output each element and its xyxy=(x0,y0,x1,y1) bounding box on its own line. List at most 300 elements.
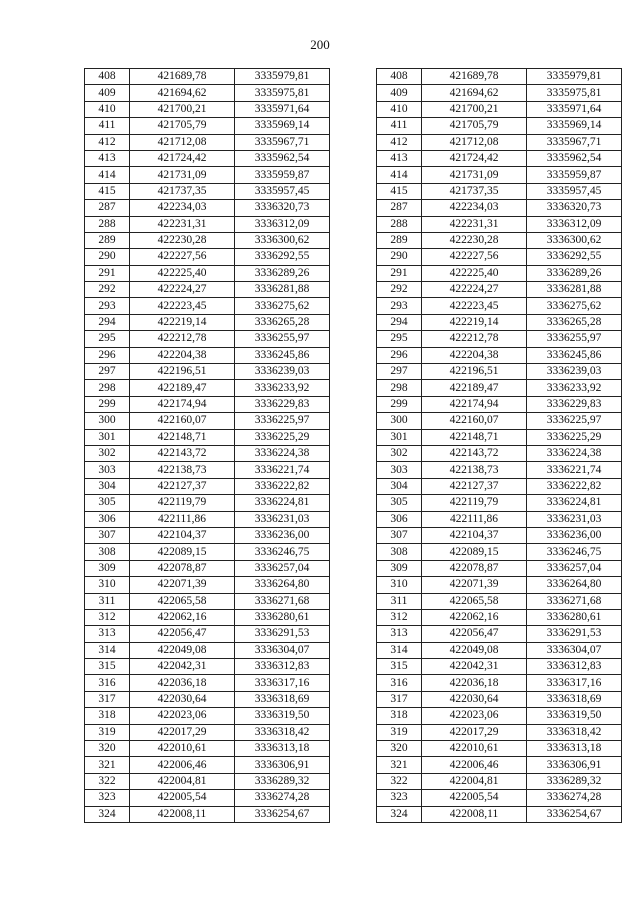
table-row xyxy=(377,134,622,150)
table-row xyxy=(85,806,330,822)
point-number-cell: 287 xyxy=(85,200,130,216)
y-coordinate-cell: 3335962,54 xyxy=(527,150,622,166)
x-coordinate-cell: 422008,11 xyxy=(130,806,235,822)
point-number-cell: 313 xyxy=(85,626,130,642)
x-coordinate-cell: 422212,78 xyxy=(130,331,235,347)
table-row xyxy=(85,675,330,691)
y-coordinate-cell: 3336245,86 xyxy=(527,347,622,363)
table-row xyxy=(85,232,330,248)
point-number-cell: 295 xyxy=(85,331,130,347)
x-coordinate-cell: 422111,86 xyxy=(130,511,235,527)
table-row xyxy=(85,478,330,494)
y-coordinate-cell: 3336274,28 xyxy=(235,790,330,806)
x-coordinate-cell: 422127,37 xyxy=(130,478,235,494)
x-coordinate-cell: 422089,15 xyxy=(422,544,527,560)
table-row xyxy=(377,118,622,134)
x-coordinate-cell: 422004,81 xyxy=(422,773,527,789)
x-coordinate-cell: 422196,51 xyxy=(422,364,527,380)
point-number-cell: 323 xyxy=(85,790,130,806)
point-number-cell: 292 xyxy=(85,282,130,298)
y-coordinate-cell: 3336264,80 xyxy=(235,577,330,593)
point-number-cell: 297 xyxy=(377,364,422,380)
coordinates-table-left-body xyxy=(85,69,330,823)
x-coordinate-cell: 422127,37 xyxy=(422,478,527,494)
y-coordinate-cell: 3336224,38 xyxy=(527,445,622,461)
table-row xyxy=(377,249,622,265)
x-coordinate-cell: 422225,40 xyxy=(130,265,235,281)
point-number-cell: 320 xyxy=(85,741,130,757)
y-coordinate-cell: 3335975,81 xyxy=(235,85,330,101)
x-coordinate-cell: 422036,18 xyxy=(422,675,527,691)
x-coordinate-cell: 422004,81 xyxy=(130,773,235,789)
point-number-cell: 293 xyxy=(377,298,422,314)
x-coordinate-cell: 422104,37 xyxy=(130,527,235,543)
y-coordinate-cell: 3336312,09 xyxy=(235,216,330,232)
x-coordinate-cell: 422227,56 xyxy=(422,249,527,265)
x-coordinate-cell: 422071,39 xyxy=(422,577,527,593)
y-coordinate-cell: 3335971,64 xyxy=(235,101,330,117)
point-number-cell: 410 xyxy=(377,101,422,117)
point-number-cell: 320 xyxy=(377,741,422,757)
x-coordinate-cell: 422049,08 xyxy=(130,642,235,658)
y-coordinate-cell: 3336254,67 xyxy=(235,806,330,822)
table-row xyxy=(85,298,330,314)
y-coordinate-cell: 3335969,14 xyxy=(527,118,622,134)
table-row xyxy=(377,200,622,216)
point-number-cell: 290 xyxy=(377,249,422,265)
x-coordinate-cell: 422111,86 xyxy=(422,511,527,527)
x-coordinate-cell: 422078,87 xyxy=(130,560,235,576)
point-number-cell: 324 xyxy=(85,806,130,822)
table-row xyxy=(85,642,330,658)
table-row xyxy=(377,806,622,822)
y-coordinate-cell: 3336281,88 xyxy=(235,282,330,298)
table-row xyxy=(85,708,330,724)
point-number-cell: 408 xyxy=(377,69,422,85)
x-coordinate-cell: 421705,79 xyxy=(422,118,527,134)
y-coordinate-cell: 3336319,50 xyxy=(235,708,330,724)
point-number-cell: 301 xyxy=(85,429,130,445)
y-coordinate-cell: 3336304,07 xyxy=(235,642,330,658)
table-row xyxy=(85,626,330,642)
point-number-cell: 300 xyxy=(85,413,130,429)
point-number-cell: 288 xyxy=(377,216,422,232)
table-row xyxy=(377,577,622,593)
x-coordinate-cell: 421731,09 xyxy=(130,167,235,183)
x-coordinate-cell: 422006,46 xyxy=(130,757,235,773)
x-coordinate-cell: 421737,35 xyxy=(422,183,527,199)
y-coordinate-cell: 3336231,03 xyxy=(235,511,330,527)
y-coordinate-cell: 3336300,62 xyxy=(527,232,622,248)
x-coordinate-cell: 421689,78 xyxy=(422,69,527,85)
y-coordinate-cell: 3336289,32 xyxy=(527,773,622,789)
point-number-cell: 303 xyxy=(85,462,130,478)
x-coordinate-cell: 422138,73 xyxy=(422,462,527,478)
y-coordinate-cell: 3336291,53 xyxy=(235,626,330,642)
y-coordinate-cell: 3335962,54 xyxy=(235,150,330,166)
table-row xyxy=(377,642,622,658)
point-number-cell: 309 xyxy=(377,560,422,576)
table-row xyxy=(377,724,622,740)
x-coordinate-cell: 422227,56 xyxy=(130,249,235,265)
x-coordinate-cell: 421700,21 xyxy=(422,101,527,117)
table-row xyxy=(377,298,622,314)
y-coordinate-cell: 3336300,62 xyxy=(235,232,330,248)
table-row xyxy=(85,101,330,117)
page-number: 200 xyxy=(310,37,330,52)
y-coordinate-cell: 3336320,73 xyxy=(527,200,622,216)
point-number-cell: 310 xyxy=(85,577,130,593)
y-coordinate-cell: 3336313,18 xyxy=(527,741,622,757)
table-row xyxy=(377,232,622,248)
point-number-cell: 413 xyxy=(377,150,422,166)
table-row xyxy=(377,429,622,445)
y-coordinate-cell: 3335957,45 xyxy=(527,183,622,199)
x-coordinate-cell: 422010,61 xyxy=(422,741,527,757)
y-coordinate-cell: 3336221,74 xyxy=(527,462,622,478)
point-number-cell: 296 xyxy=(377,347,422,363)
table-row xyxy=(377,708,622,724)
table-row xyxy=(377,347,622,363)
x-coordinate-cell: 422234,03 xyxy=(130,200,235,216)
y-coordinate-cell: 3336274,28 xyxy=(527,790,622,806)
y-coordinate-cell: 3336224,38 xyxy=(235,445,330,461)
x-coordinate-cell: 422174,94 xyxy=(422,396,527,412)
y-coordinate-cell: 3336306,91 xyxy=(527,757,622,773)
point-number-cell: 319 xyxy=(377,724,422,740)
table-row xyxy=(85,216,330,232)
table-row xyxy=(85,790,330,806)
x-coordinate-cell: 421724,42 xyxy=(130,150,235,166)
table-row xyxy=(85,773,330,789)
y-coordinate-cell: 3336221,74 xyxy=(235,462,330,478)
table-row xyxy=(377,790,622,806)
point-number-cell: 412 xyxy=(377,134,422,150)
table-row xyxy=(85,118,330,134)
y-coordinate-cell: 3336306,91 xyxy=(235,757,330,773)
table-row xyxy=(85,69,330,85)
x-coordinate-cell: 421724,42 xyxy=(422,150,527,166)
x-coordinate-cell: 422065,58 xyxy=(130,593,235,609)
table-row xyxy=(377,69,622,85)
point-number-cell: 298 xyxy=(377,380,422,396)
y-coordinate-cell: 3335979,81 xyxy=(235,69,330,85)
table-row xyxy=(85,757,330,773)
x-coordinate-cell: 422224,27 xyxy=(130,282,235,298)
table-row xyxy=(85,150,330,166)
point-number-cell: 415 xyxy=(377,183,422,199)
y-coordinate-cell: 3336231,03 xyxy=(527,511,622,527)
x-coordinate-cell: 422219,14 xyxy=(130,314,235,330)
table-row xyxy=(377,265,622,281)
x-coordinate-cell: 422196,51 xyxy=(130,364,235,380)
table-row xyxy=(377,150,622,166)
y-coordinate-cell: 3336289,26 xyxy=(235,265,330,281)
x-coordinate-cell: 422230,28 xyxy=(422,232,527,248)
x-coordinate-cell: 422160,07 xyxy=(130,413,235,429)
y-coordinate-cell: 3336280,61 xyxy=(527,609,622,625)
table-row xyxy=(377,609,622,625)
point-number-cell: 412 xyxy=(85,134,130,150)
point-number-cell: 413 xyxy=(85,150,130,166)
table-row xyxy=(85,347,330,363)
table-row xyxy=(85,183,330,199)
table-row xyxy=(377,659,622,675)
y-coordinate-cell: 3336289,26 xyxy=(527,265,622,281)
y-coordinate-cell: 3336318,42 xyxy=(235,724,330,740)
x-coordinate-cell: 422160,07 xyxy=(422,413,527,429)
point-number-cell: 306 xyxy=(85,511,130,527)
coordinates-table-left xyxy=(84,68,330,823)
point-number-cell: 300 xyxy=(377,413,422,429)
x-coordinate-cell: 422231,31 xyxy=(130,216,235,232)
y-coordinate-cell: 3336292,55 xyxy=(235,249,330,265)
point-number-cell: 305 xyxy=(85,495,130,511)
y-coordinate-cell: 3336229,83 xyxy=(235,396,330,412)
y-coordinate-cell: 3336225,97 xyxy=(235,413,330,429)
y-coordinate-cell: 3336225,29 xyxy=(527,429,622,445)
table-row xyxy=(85,577,330,593)
table-row xyxy=(85,691,330,707)
y-coordinate-cell: 3336257,04 xyxy=(235,560,330,576)
x-coordinate-cell: 422078,87 xyxy=(422,560,527,576)
point-number-cell: 296 xyxy=(85,347,130,363)
x-coordinate-cell: 421689,78 xyxy=(130,69,235,85)
table-row xyxy=(85,167,330,183)
point-number-cell: 324 xyxy=(377,806,422,822)
x-coordinate-cell: 422219,14 xyxy=(422,314,527,330)
x-coordinate-cell: 422036,18 xyxy=(130,675,235,691)
point-number-cell: 295 xyxy=(377,331,422,347)
table-row xyxy=(377,757,622,773)
table-row xyxy=(85,380,330,396)
point-number-cell: 311 xyxy=(85,593,130,609)
y-coordinate-cell: 3336233,92 xyxy=(235,380,330,396)
table-row xyxy=(85,511,330,527)
y-coordinate-cell: 3335959,87 xyxy=(235,167,330,183)
table-row xyxy=(85,249,330,265)
y-coordinate-cell: 3336246,75 xyxy=(235,544,330,560)
table-row xyxy=(85,593,330,609)
y-coordinate-cell: 3335959,87 xyxy=(527,167,622,183)
point-number-cell: 319 xyxy=(85,724,130,740)
table-row xyxy=(377,445,622,461)
x-coordinate-cell: 422204,38 xyxy=(422,347,527,363)
table-row xyxy=(85,331,330,347)
x-coordinate-cell: 422042,31 xyxy=(130,659,235,675)
y-coordinate-cell: 3336224,81 xyxy=(527,495,622,511)
point-number-cell: 308 xyxy=(85,544,130,560)
point-number-cell: 314 xyxy=(377,642,422,658)
y-coordinate-cell: 3336275,62 xyxy=(235,298,330,314)
table-row xyxy=(377,380,622,396)
table-row xyxy=(377,593,622,609)
y-coordinate-cell: 3335969,14 xyxy=(235,118,330,134)
y-coordinate-cell: 3336239,03 xyxy=(235,364,330,380)
table-row xyxy=(85,282,330,298)
table-row xyxy=(85,429,330,445)
y-coordinate-cell: 3336313,18 xyxy=(235,741,330,757)
x-coordinate-cell: 422234,03 xyxy=(422,200,527,216)
x-coordinate-cell: 422148,71 xyxy=(130,429,235,445)
table-row xyxy=(377,511,622,527)
x-coordinate-cell: 422062,16 xyxy=(422,609,527,625)
table-row xyxy=(85,445,330,461)
table-row xyxy=(85,560,330,576)
point-number-cell: 315 xyxy=(85,659,130,675)
y-coordinate-cell: 3336281,88 xyxy=(527,282,622,298)
point-number-cell: 411 xyxy=(377,118,422,134)
point-number-cell: 294 xyxy=(85,314,130,330)
x-coordinate-cell: 422143,72 xyxy=(130,445,235,461)
y-coordinate-cell: 3336318,69 xyxy=(235,691,330,707)
x-coordinate-cell: 422230,28 xyxy=(130,232,235,248)
point-number-cell: 409 xyxy=(377,85,422,101)
point-number-cell: 307 xyxy=(377,527,422,543)
y-coordinate-cell: 3336312,09 xyxy=(527,216,622,232)
table-row xyxy=(377,478,622,494)
point-number-cell: 415 xyxy=(85,183,130,199)
point-number-cell: 308 xyxy=(377,544,422,560)
y-coordinate-cell: 3335967,71 xyxy=(527,134,622,150)
x-coordinate-cell: 422174,94 xyxy=(130,396,235,412)
point-number-cell: 293 xyxy=(85,298,130,314)
y-coordinate-cell: 3335967,71 xyxy=(235,134,330,150)
point-number-cell: 289 xyxy=(85,232,130,248)
point-number-cell: 299 xyxy=(377,396,422,412)
x-coordinate-cell: 421694,62 xyxy=(130,85,235,101)
y-coordinate-cell: 3336318,42 xyxy=(527,724,622,740)
point-number-cell: 305 xyxy=(377,495,422,511)
table-row xyxy=(85,527,330,543)
x-coordinate-cell: 422119,79 xyxy=(422,495,527,511)
x-coordinate-cell: 422212,78 xyxy=(422,331,527,347)
table-row xyxy=(377,773,622,789)
x-coordinate-cell: 421700,21 xyxy=(130,101,235,117)
y-coordinate-cell: 3336275,62 xyxy=(527,298,622,314)
x-coordinate-cell: 422023,06 xyxy=(130,708,235,724)
y-coordinate-cell: 3336236,00 xyxy=(527,527,622,543)
x-coordinate-cell: 422056,47 xyxy=(422,626,527,642)
table-row xyxy=(377,413,622,429)
x-coordinate-cell: 422223,45 xyxy=(130,298,235,314)
table-row xyxy=(377,396,622,412)
x-coordinate-cell: 422189,47 xyxy=(130,380,235,396)
point-number-cell: 291 xyxy=(377,265,422,281)
table-row xyxy=(85,544,330,560)
point-number-cell: 317 xyxy=(377,691,422,707)
y-coordinate-cell: 3336222,82 xyxy=(527,478,622,494)
y-coordinate-cell: 3336291,53 xyxy=(527,626,622,642)
x-coordinate-cell: 422042,31 xyxy=(422,659,527,675)
table-row xyxy=(377,544,622,560)
y-coordinate-cell: 3336233,92 xyxy=(527,380,622,396)
point-number-cell: 316 xyxy=(377,675,422,691)
table-row xyxy=(85,413,330,429)
y-coordinate-cell: 3336271,68 xyxy=(235,593,330,609)
point-number-cell: 318 xyxy=(377,708,422,724)
y-coordinate-cell: 3336246,75 xyxy=(527,544,622,560)
x-coordinate-cell: 422005,54 xyxy=(422,790,527,806)
table-row xyxy=(377,216,622,232)
x-coordinate-cell: 421694,62 xyxy=(422,85,527,101)
y-coordinate-cell: 3336257,04 xyxy=(527,560,622,576)
point-number-cell: 322 xyxy=(85,773,130,789)
table-row xyxy=(85,741,330,757)
point-number-cell: 301 xyxy=(377,429,422,445)
y-coordinate-cell: 3336280,61 xyxy=(235,609,330,625)
y-coordinate-cell: 3336236,00 xyxy=(235,527,330,543)
x-coordinate-cell: 421731,09 xyxy=(422,167,527,183)
x-coordinate-cell: 422071,39 xyxy=(130,577,235,593)
x-coordinate-cell: 422143,72 xyxy=(422,445,527,461)
x-coordinate-cell: 422062,16 xyxy=(130,609,235,625)
x-coordinate-cell: 422148,71 xyxy=(422,429,527,445)
point-number-cell: 414 xyxy=(377,167,422,183)
point-number-cell: 304 xyxy=(377,478,422,494)
table-row xyxy=(85,364,330,380)
table-row xyxy=(377,314,622,330)
x-coordinate-cell: 422008,11 xyxy=(422,806,527,822)
y-coordinate-cell: 3336292,55 xyxy=(527,249,622,265)
y-coordinate-cell: 3336318,69 xyxy=(527,691,622,707)
x-coordinate-cell: 422189,47 xyxy=(422,380,527,396)
y-coordinate-cell: 3336304,07 xyxy=(527,642,622,658)
table-row xyxy=(85,659,330,675)
y-coordinate-cell: 3336225,97 xyxy=(527,413,622,429)
y-coordinate-cell: 3336222,82 xyxy=(235,478,330,494)
table-row xyxy=(85,134,330,150)
point-number-cell: 312 xyxy=(85,609,130,625)
y-coordinate-cell: 3336317,16 xyxy=(235,675,330,691)
y-coordinate-cell: 3336317,16 xyxy=(527,675,622,691)
y-coordinate-cell: 3336254,67 xyxy=(527,806,622,822)
point-number-cell: 316 xyxy=(85,675,130,691)
point-number-cell: 318 xyxy=(85,708,130,724)
point-number-cell: 309 xyxy=(85,560,130,576)
point-number-cell: 299 xyxy=(85,396,130,412)
y-coordinate-cell: 3336320,73 xyxy=(235,200,330,216)
y-coordinate-cell: 3335971,64 xyxy=(527,101,622,117)
x-coordinate-cell: 422224,27 xyxy=(422,282,527,298)
table-row xyxy=(85,462,330,478)
x-coordinate-cell: 422104,37 xyxy=(422,527,527,543)
x-coordinate-cell: 421705,79 xyxy=(130,118,235,134)
x-coordinate-cell: 422089,15 xyxy=(130,544,235,560)
x-coordinate-cell: 422023,06 xyxy=(422,708,527,724)
x-coordinate-cell: 421712,08 xyxy=(422,134,527,150)
point-number-cell: 310 xyxy=(377,577,422,593)
coordinates-table-right xyxy=(376,68,622,823)
point-number-cell: 302 xyxy=(85,445,130,461)
point-number-cell: 313 xyxy=(377,626,422,642)
y-coordinate-cell: 3336264,80 xyxy=(527,577,622,593)
point-number-cell: 303 xyxy=(377,462,422,478)
x-coordinate-cell: 422030,64 xyxy=(130,691,235,707)
point-number-cell: 409 xyxy=(85,85,130,101)
point-number-cell: 411 xyxy=(85,118,130,134)
x-coordinate-cell: 422225,40 xyxy=(422,265,527,281)
table-row xyxy=(85,314,330,330)
point-number-cell: 414 xyxy=(85,167,130,183)
x-coordinate-cell: 421712,08 xyxy=(130,134,235,150)
point-number-cell: 287 xyxy=(377,200,422,216)
coordinates-table-right-body xyxy=(377,69,622,823)
table-row xyxy=(85,609,330,625)
y-coordinate-cell: 3336255,97 xyxy=(527,331,622,347)
table-row xyxy=(85,396,330,412)
y-coordinate-cell: 3336224,81 xyxy=(235,495,330,511)
